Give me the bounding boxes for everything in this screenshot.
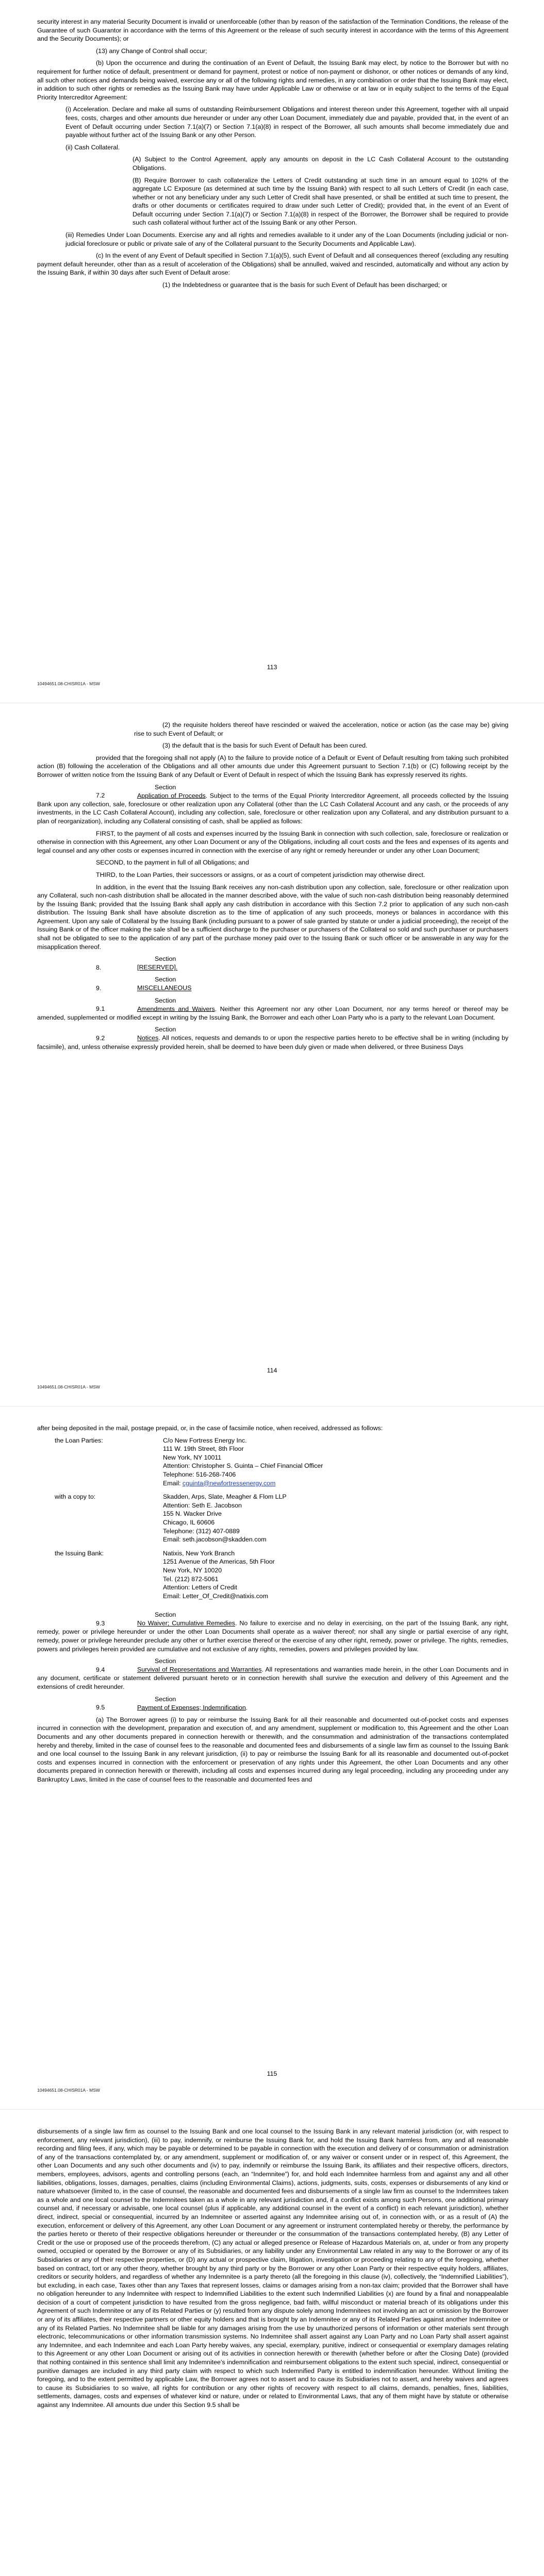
priority-first: FIRST, to the payment of all costs and expenses incurred by the Issuing Bank in connection with such collection, sale, foreclosure or realization or otherwise in connection with this Agreement, any other Loan Document or any of the Obligations, including all court costs and the fees and expenses of its agents and legal counsel and any other costs or expenses incurred in connection with the exercise of any right or remedy hereunder or under any other Loan Document; bbox=[37, 829, 508, 854]
clause-ii-cash-collateral: (ii) Cash Collateral. bbox=[65, 143, 120, 151]
address-line: 1251 Avenue of the Americas, 5th Floor bbox=[163, 1558, 275, 1566]
page-number: 113 bbox=[267, 664, 277, 671]
section-number: Section 9.5 bbox=[96, 1695, 176, 1711]
paragraph: after being deposited in the mail, postage prepaid, or, in the case of facsimile notice, when received, addressed as follows: bbox=[37, 1425, 383, 1432]
section-number: Section 9. bbox=[96, 976, 176, 992]
footer-id: 10494651.08-CHISR01A - MSW bbox=[37, 681, 100, 686]
section-number: Section 9.4 bbox=[96, 1657, 176, 1673]
address-line: Email: Letter_Of_Credit@natixis.com bbox=[163, 1592, 269, 1600]
address-line: Skadden, Arps, Slate, Meagher & Flom LLP bbox=[163, 1493, 287, 1501]
section-text: . All representations and warranties made herein, in the other Loan Documents and in any document, certificate or statement delivered pursuant hereto or in connection herewith shall survive the execution and delivery of this Agreement and the extensions of credit hereunder. bbox=[37, 1666, 508, 1691]
section-text: . Neither this Agreement nor any other Loan Document, nor any terms hereof or thereof may be amended, supplemented or modified except in writing by the Issuing Bank, the Borrower and each other Loan Party who is a party to the relevant Loan Document. bbox=[37, 1005, 508, 1021]
section-9-3 bbox=[37, 1611, 508, 1653]
section-title: Notices bbox=[137, 1035, 159, 1042]
address-line: Attention: Letters of Credit bbox=[163, 1584, 237, 1591]
notice-row-copy bbox=[55, 1493, 323, 1549]
section-number: Section 9.3 bbox=[96, 1611, 176, 1627]
section-text: . All notices, requests and demands to or upon the respective parties hereto to be effective shall be in writing (including by facsimile), and, unless otherwise expressly provided herein, shall be deemed to have been duly given or made when delivered, or three Business Days bbox=[37, 1035, 508, 1050]
page-115 bbox=[0, 1406, 544, 2110]
paragraph: disbursements of a single law firm as counsel to the Issuing Bank and one local counsel to the Issuing Bank in any relevant material jurisdiction (or, with respect to enforcement, any relevant jurisdiction), (iii) to pay, indemnify, or reimburse the Issuing Bank for, and hold the Issuing Bank harmless from, any and all reasonable recording and filing fees, if any, which may be payable or determined to be payable in connection with the execution and delivery of or consummation or administration of any of the transactions contemplated by, or any amendment, supplement or modification of, or any waiver or consent under or in respect of, this Agreement, the other Loan Documents and any such other documents and (iv) to pay, indemnify or reimburse the Issuing Bank, its affiliates and their respective officers, directors, members, employees, advisors, agents and controlling persons (each, an “Indemnitee”) for, and hold each Indemnitee harmless from and against any and all other liabilities, obligations, losses, damages, penalties, claims (including Environmental Claims), actions, judgments, suits, costs, expenses or disbursements of any kind or nature whatsoever (limited to, in the case of counsel, the reasonable and documented fees and disbursements of a single law firm as counsel to the Indemnitees taken as a whole and one local counsel to the Indemnitees taken as a whole in any relevant jurisdiction and, if a conflict exists among such Persons, one additional primary counsel and, if necessary or advisable, one local counsel (plus if applicable, any additional counsel in the event of a conflict) in each relevant jurisdiction), whether direct, indirect, special or consequential, incurred by an Indemnitee or asserted against any Indemnitee arising out of, in connection with, or as a result of (A) the execution, enforcement or delivery of this Agreement, any other Loan Document or any agreement or instrument contemplated hereby or thereby, the performance by the parties hereto or thereto of their respective obligations hereunder or thereunder or the consummation of the transactions contemplated hereby, (B) any Letter of Credit or the use or proposed use of the proceeds therefrom, (C) any actual or alleged presence or Release of Hazardous Materials on, at, under or from any property owned, occupied or operated by the Borrower or any of its Subsidiaries, or any liability under any Environmental Law related in any way to the Borrower or any of its Subsidiaries or any of their respective properties, or (D) any actual or prospective claim, litigation, investigation or proceeding relating to any of the foregoing, whether based on contract, tort or any other theory, whether brought by any third party or by the Borrower or any other Loan Party or their respective equity holders, affiliates, creditors or security holders, and regardless of whether any Indemnitee is a party thereto (all the foregoing in this clause (iv), collectively, the “Indemnified Liabilities”), but excluding, in each case, Taxes other than any Taxes that represent losses, claims or damages arising from a non-tax claim; provided that the Borrower shall have no obligation hereunder to any Indemnitee with respect to Indemnified Liabilities to the extent such Indemnified Liabilities (x) are found by a final and nonappealable decision of a court of competent jurisdiction to have resulted from the gross negligence, bad faith, willful misconduct or material breach of its obligations under this Agreement of such Indemnitee or any of its Related Parties or (y) resulted from any dispute solely among Indemnitees not involving an act or omission by the Borrower or any of its affiliates, their respective partners or other equity holders and that is brought by an Indemnitee or any of its Related Parties against another Indemnitee or any of its Related Parties. No Indemnitee shall be liable for any damages arising from the use by unauthorized persons of information or other materials sent through electronic, telecommunications or other information transmission systems. No Indemnitee shall assert against any Loan Party and no Loan Party shall assert against any Indemnitee, and each Indemnitee and each Loan Party hereby waives, any special, exemplary, punitive, indirect or consequential or exemplary damages relating to this Agreement or any other Loan Document or arising out of its activities in connection herewith or therewith (whether before or after the Closing Date) (provided that nothing contained in this sentence shall limit any Indemnitee’s indemnification and reimbursement obligations to the extent such special, indirect, consequential or punitive damages are included in any third party claim with respect to which such Indemnified Party is entitled to indemnification hereunder. Without limiting the foregoing, and to the extent permitted by applicable Law, the Borrower agrees not to assert and to cause its Subsidiaries not to assert, and hereby waives and agrees to cause its Subsidiaries to so waive, all rights for contribution or any other rights of recovery with respect to all claims, demands, penalties, fines, liabilities, settlements, damages, costs and expenses of whatever kind or nature, under or related to Environmental Laws, that any of them might have by statute or otherwise against any Indemnitee. All amounts due under this Section 9.5 shall be bbox=[37, 2128, 508, 2409]
section-8 bbox=[37, 955, 508, 972]
section-text: . No failure to exercise and no delay in exercising, on the part of the Issuing Bank, any right, remedy, power or privilege hereunder or under the other Loan Documents shall operate as a waiver thereof; nor shall any single or partial exercise of any right, remedy, power or privilege hereunder preclude any other or further exercise thereof or the exercise of any other right, remedy, power or privilege. The rights, remedies, powers and privileges herein provided are cumulative and not exclusive of any rights, remedies, powers and privileges provided by law. bbox=[37, 1619, 508, 1653]
page-body bbox=[37, 1424, 508, 1788]
section-9-4 bbox=[37, 1657, 508, 1691]
clause-c: (c) In the event of any Event of Default specified in Section 7.1(a)(5), such Event of Default and all consequences thereof (excluding any resulting payment default hereunder, other than as a result of acceleration of the Obligations) shall be annulled, waived and rescinded, automatically and without any action by the Issuing Bank, if within 30 days after such Event of Default arose: bbox=[37, 252, 508, 277]
section-text: . Subject to the terms of the Equal Priority Intercreditor Agreement, all proceeds collected by the Issuing Bank upon any collection, sale, foreclosure or other realization upon any Collateral (other than the LC Cash Collateral Account and any cash, or the proceeds of any investments, in the LC Cash Collateral Account), including any collection, sale, foreclosure or other realization upon any Collateral, and any distribution pursuant to a plan of reorganization), including any Collateral consisting of cash, shall be applied as follows: bbox=[37, 792, 508, 825]
clause-3: (3) the default that is the basis for such Event of Default has been cured. bbox=[162, 742, 368, 750]
address-line: 111 W. 19th Street, 8th Floor bbox=[163, 1445, 244, 1453]
email-label: Email: bbox=[163, 1479, 183, 1487]
address-line: C/o New Fortress Energy Inc. bbox=[163, 1436, 247, 1444]
section-title: Payment of Expenses; Indemnification bbox=[137, 1704, 246, 1711]
section-title: [RESERVED]. bbox=[137, 963, 178, 971]
notice-label: the Issuing Bank: bbox=[55, 1549, 104, 1557]
footer-id: 10494651.08-CHISR01A - MSW bbox=[37, 1384, 100, 1389]
notice-address bbox=[163, 1493, 323, 1549]
proviso-paragraph: provided that the foregoing shall not apply (A) to the failure to provide notice of a Default or Event of Default resulting from taking such prohibited action (B) following the acceleration of the Obligations and all other amounts due under this Agreement pursuant to Section 7.1(b) or (C) following receipt by the Borrower of written notice from the Issuing Bank of any Default or Event of Default in respect of which the Issuing Bank has expressly reserved its rights. bbox=[37, 754, 508, 778]
address-line: New York, NY 10011 bbox=[163, 1453, 222, 1461]
address-line: Telephone: (312) 407-0889 bbox=[163, 1527, 240, 1535]
section-title: Amendments and Waivers bbox=[137, 1005, 215, 1013]
clause-B: (B) Require Borrower to cash collateralize the Letters of Credit outstanding at such time in an amount equal to 102% of the aggregate LC Exposure (as determined at such time by the Issuing Bank) with respect to all such Letters of Credit (in each case, whether or not any beneficiary under any such Letter of Credit shall have presented, or shall be entitled at such time to present, the drafts or other documents or certificates required to draw under such Letter of Credit); provided that, in the event of an Event of Default occurring under Section 7.1(a)(7) or Section 7.1(a)(8) in respect of the Borrower, the Borrower shall be required to provide such cash collateral without further act of the Issuing Bank or any other Person. bbox=[133, 176, 508, 227]
page-116 bbox=[0, 2110, 544, 2576]
section-title: MISCELLANEOUS bbox=[137, 985, 192, 992]
address-line: Email: seth.jacobson@skadden.com bbox=[163, 1536, 267, 1544]
section-9-2 bbox=[37, 1025, 508, 1051]
section-7-2 bbox=[37, 783, 508, 826]
clause-i-acceleration: (i) Acceleration. Declare and make all sums of outstanding Reimbursement Obligations and interest thereon under this Agreement, together with all unpaid fees, costs, charges and other amounts due hereunder or under any other Loan Document, immediately due and payable, provided that, in the event of an Event of Default occurring under Section 7.1(a)(7) or Section 7.1(a)(8) in respect of the Borrower, all such amounts shall become immediately due and payable without further act of the Issuing Bank or any other Person. bbox=[65, 106, 508, 139]
notice-label: with a copy to: bbox=[55, 1493, 96, 1501]
address-line: Tel. (212) 872-5061 bbox=[163, 1575, 219, 1583]
section-number: Section 7.2 bbox=[96, 783, 176, 800]
section-number: Section 9.1 bbox=[96, 996, 176, 1013]
clause-A: (A) Subject to the Control Agreement, apply any amounts on deposit in the LC Cash Collateral Account to the outstanding Obligations. bbox=[133, 156, 508, 172]
footer-id: 10494651.08-CHISR01A - MSW bbox=[37, 2088, 100, 2093]
notice-row-issuing-bank bbox=[55, 1549, 323, 1606]
address-line: Attention: Seth E. Jacobson bbox=[163, 1501, 242, 1509]
page-number: 115 bbox=[267, 2070, 277, 2077]
section-9-5 bbox=[37, 1695, 508, 1712]
page-number: 114 bbox=[267, 1367, 277, 1374]
address-line: Attention: Christopher S. Guinta – Chief Financial Officer bbox=[163, 1462, 323, 1470]
section-9 bbox=[37, 975, 508, 992]
notice-label: the Loan Parties: bbox=[55, 1436, 103, 1444]
address-line: New York, NY 10020 bbox=[163, 1566, 222, 1574]
notice-addresses bbox=[55, 1436, 323, 1606]
page-body bbox=[37, 721, 508, 1055]
clause-iii-remedies: (iii) Remedies Under Loan Documents. Exercise any and all rights and remedies available to it under any of the Loan Documents (including judicial or non-judicial foreclosure or public or private sale of any of the Collateral pursuant to the Security Documents and Applicable Law). bbox=[65, 231, 508, 247]
address-line: 155 N. Wacker Drive bbox=[163, 1510, 222, 1518]
notice-address bbox=[163, 1549, 323, 1606]
clause-b: (b) Upon the occurrence and during the continuation of an Event of Default, the Issuing Bank may elect, by notice to the Borrower but with no requirement for further notice of default, presentment or demand for payment, protest or notice of non-payment or dishonor, or other notices or demands of any kind, all such other notices and demands being waived, exercise any or all of the following rights and remedies, in any combination or order that the Issuing Bank may elect, in addition to such other rights or remedies as the Issuing Bank may have under Applicable Law or otherwise or at law or in equity subject to the terms of the Equal Priority Intercreditor Agreement: bbox=[37, 59, 508, 101]
priority-third: THIRD, to the Loan Parties, their successors or assigns, or as a court of competent jurisdiction may otherwise direct. bbox=[96, 871, 425, 878]
paragraph: security interest in any material Security Document is invalid or unenforceable (other than by reason of the satisfaction of the Termination Conditions, the release of the Guarantee of such Guarantor in accordance with the terms of this Agreement or the release of such security interest in accordance with the terms of this Agreement and the Security Documents); or bbox=[37, 18, 508, 43]
priority-second: SECOND, to the payment in full of all Obligations; and bbox=[96, 859, 249, 867]
page-113 bbox=[0, 0, 544, 703]
page-body bbox=[37, 2127, 508, 2413]
notice-address bbox=[163, 1436, 323, 1493]
section-number: Section 8. bbox=[96, 955, 176, 971]
non-cash-distribution: In addition, in the event that the Issuing Bank receives any non-cash distribution upon any collection, sale, foreclosure or other realization upon any Collateral, such non-cash distribution shall be allocated in the manner described above, with the value of such non-cash distribution being reasonably determined by the Issuing Bank; provided that the Issuing Bank shall apply any cash distribution in accordance with this Section 7.2 prior to application of any such non-cash distribution. The Issuing Bank shall have absolute discretion as to the time of application of any such proceeds, moneys or balances in accordance with this Agreement. Upon any sale of Collateral by the Issuing Bank (including pursuant to a power of sale granted by statute or under a judicial proceeding), the receipt of the Issuing Bank or of the officer making the sale shall be a sufficient discharge to the purchaser or purchasers of the Collateral so sold and such purchaser or purchasers shall not be obligated to see to the application of any part of the purchase money paid over to the Issuing Bank or such officer or be answerable in any way for the misapplication thereof. bbox=[37, 883, 508, 951]
clause-2: (2) the requisite holders thereof have rescinded or waived the acceleration, notice or action (as the case may be) giving rise to such Event of Default; or bbox=[134, 721, 508, 737]
email-link[interactable]: cguinta@newfortressenergy.com bbox=[182, 1479, 276, 1487]
section-title: Survival of Representations and Warranties bbox=[137, 1666, 262, 1673]
section-title: No Waiver; Cumulative Remedies bbox=[137, 1619, 235, 1627]
section-text: . bbox=[245, 1704, 248, 1711]
address-line: Telephone: 516-268-7406 bbox=[163, 1470, 236, 1478]
clause-1: (1) the Indebtedness or guarantee that is the basis for such Event of Default has been discharged; or bbox=[162, 281, 448, 289]
notice-row-loan-parties bbox=[55, 1436, 323, 1493]
email-line bbox=[163, 1479, 323, 1488]
page-114 bbox=[0, 703, 544, 1406]
address-line: Natixis, New York Branch bbox=[163, 1549, 235, 1557]
address-line: Chicago, IL 60606 bbox=[163, 1518, 215, 1526]
section-number: Section 9.2 bbox=[96, 1026, 176, 1042]
section-9-1 bbox=[37, 996, 508, 1022]
page-body bbox=[37, 18, 508, 293]
clause-13: (13) any Change of Control shall occur; bbox=[96, 47, 207, 55]
clause-a: (a) The Borrower agrees (i) to pay or reimburse the Issuing Bank for all their reasonable and documented out-of-pocket costs and expenses incurred in connection with the development, preparation and execution of, and any amendment, supplement or modification to, this Agreement and the other Loan Documents and any other documents prepared in connection herewith or therewith, and the consummation and administration of the transactions contemplated hereby and thereby, limited in the case of counsel fees to the reasonable and documented fees and disbursements of a single law firm as counsel to the Issuing Bank and one local counsel to the Issuing Bank in any relevant jurisdiction, (ii) to pay or reimburse the Issuing Bank for all its reasonable and documented out-of-pocket costs and expenses incurred in connection with the enforcement or preservation of any rights under this Agreement, the other Loan Documents and any other documents prepared in connection herewith or therewith, including all costs and expenses incurred during any legal proceeding, including any proceeding under any Bankruptcy Laws, limited in the case of counsel fees to the reasonable and documented fees and bbox=[37, 1716, 508, 1783]
section-title: Application of Proceeds bbox=[137, 792, 206, 800]
